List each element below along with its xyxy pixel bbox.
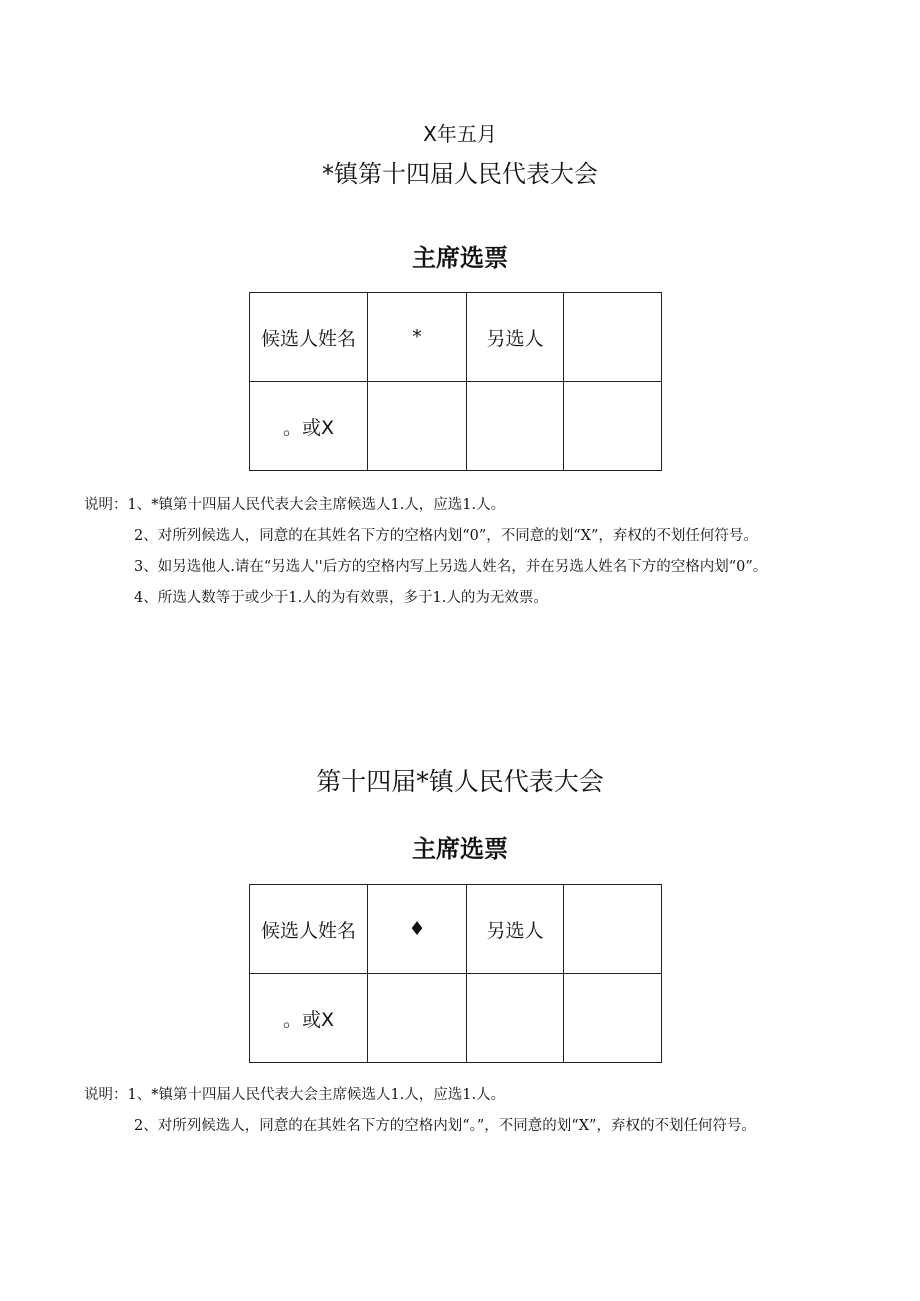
ballot-1-title: *镇第十四届人民代表大会 (322, 160, 598, 188)
mark-cell[interactable] (368, 974, 467, 1063)
ballot-2-title: 第十四届*镇人民代表大会 (316, 767, 604, 796)
ballot-2-subtitle: 主席选票 (412, 835, 508, 863)
alternate-candidate-label: 另选人 (467, 885, 564, 974)
mark-label: 。或X (250, 382, 368, 471)
mark-cell[interactable] (564, 382, 662, 471)
note-line: 说明：1、*镇第十四届人民代表大会主席候选人1.人，应选1.人。 (84, 1087, 506, 1103)
mark-cell[interactable] (467, 382, 564, 471)
ballot-2-notes (84, 1080, 836, 1142)
candidate-name-cell: * (368, 293, 467, 382)
ballot-1-notes (84, 490, 836, 614)
ballot-1-row-names (250, 293, 662, 382)
date-line: X年五月 (423, 122, 497, 146)
ballot-1-subtitle: 主席选票 (412, 244, 508, 272)
ballot-2-table (249, 884, 662, 1063)
note-line: 2、对所列候选人，同意的在其姓名下方的空格内划“。”，不同意的划“X”，弃权的不划任何符号。 (134, 1118, 756, 1134)
note-line: 2、对所列候选人，同意的在其姓名下方的空格内划“0”，不同意的划“X”，弃权的不划任何符号。 (134, 528, 758, 544)
alternate-candidate-label: 另选人 (467, 293, 564, 382)
ballot-2-row-names (250, 885, 662, 974)
candidate-name-cell: ♦ (368, 885, 467, 974)
alternate-name-cell[interactable] (564, 293, 662, 382)
ballot-2-row-marks (250, 974, 662, 1063)
candidate-name-label: 候选人姓名 (250, 885, 368, 974)
mark-label: 。或X (250, 974, 368, 1063)
ballot-1-table (249, 292, 662, 471)
candidate-name-label: 候选人姓名 (250, 293, 368, 382)
mark-cell[interactable] (564, 974, 662, 1063)
mark-cell[interactable] (368, 382, 467, 471)
note-line: 4、所选人数等于或少于1.人的为有效票，多于1.人的为无效票。 (134, 590, 548, 606)
ballot-1-row-marks (250, 382, 662, 471)
mark-cell[interactable] (467, 974, 564, 1063)
alternate-name-cell[interactable] (564, 885, 662, 974)
note-line: 说明：1、*镇第十四届人民代表大会主席候选人1.人，应选1.人。 (84, 497, 506, 513)
note-line: 3、如另选他人.请在“另选人''后方的空格内写上另选人姓名，并在另选人姓名下方的空格内划“0”。 (134, 559, 768, 575)
